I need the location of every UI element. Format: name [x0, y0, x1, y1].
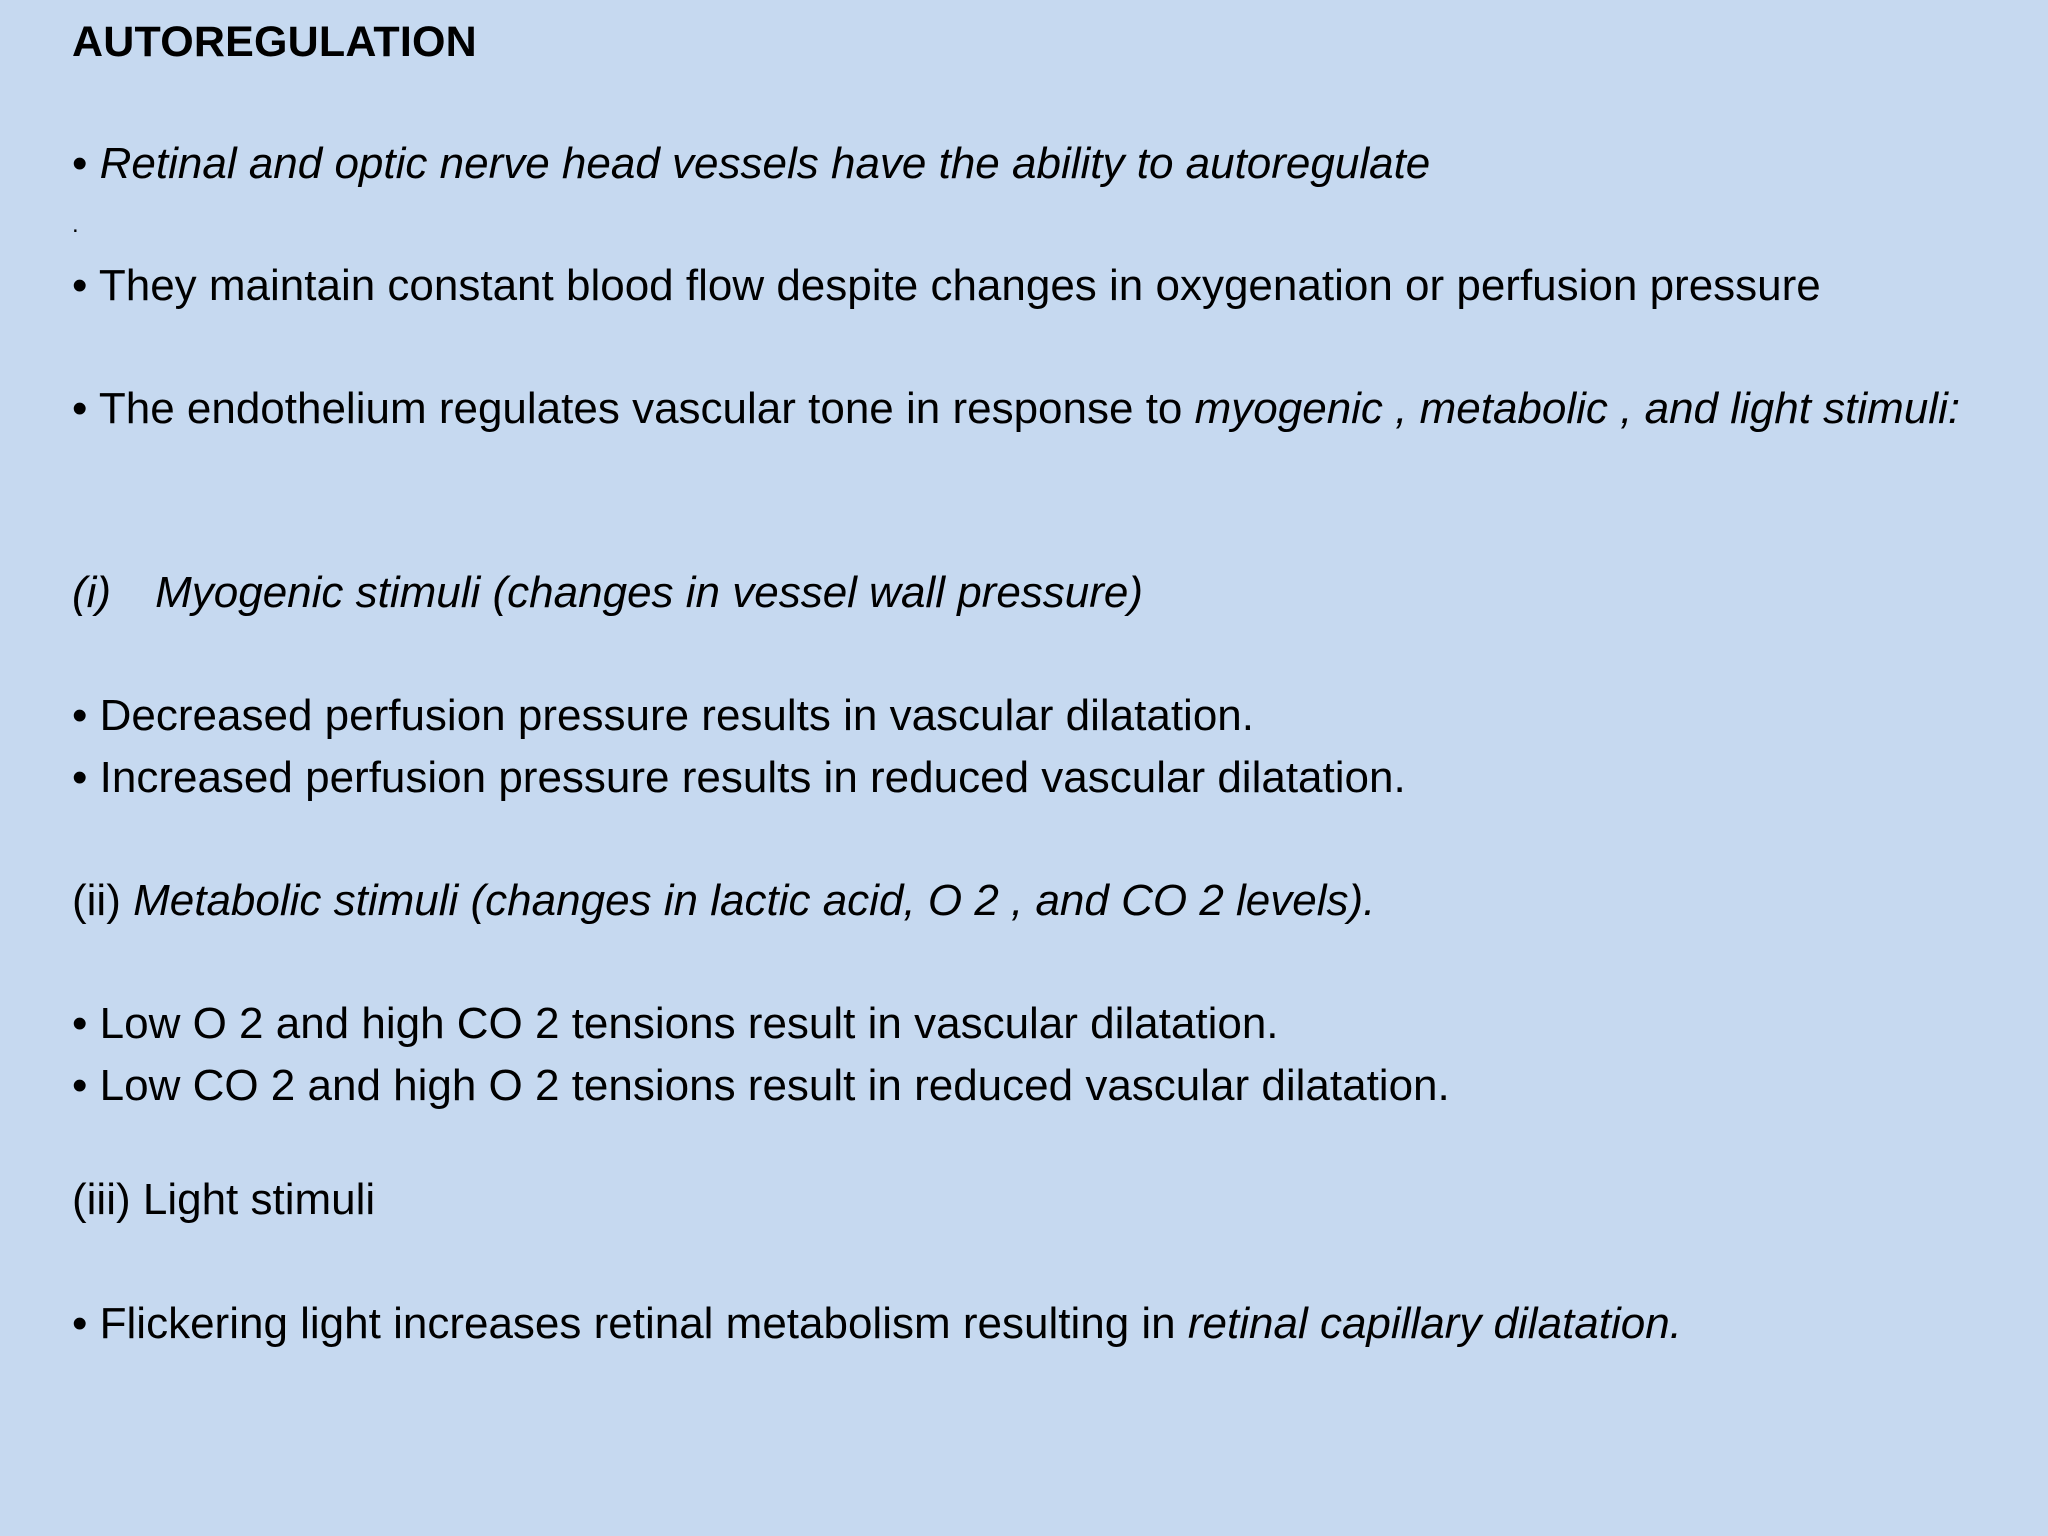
bullet-marker: •: [72, 753, 88, 802]
bullet-text: Low CO 2 and high O 2 tensions result in reduced vascular dilatation.: [99, 1061, 1450, 1110]
paragraph-text: They maintain constant blood flow despite changes in oxygenation or perfusion pressure: [98, 261, 1821, 310]
bullet-text-italic: retinal capillary dilatation.: [1187, 1299, 1682, 1348]
bullet-flickering-light: [72, 1296, 1682, 1352]
paragraph-endothelium: [72, 381, 1972, 437]
paragraph-text: Retinal and optic nerve head vessels have the ability to autoregulate: [99, 139, 1431, 188]
section-title: Myogenic stimuli (changes in vessel wall pressure): [155, 568, 1144, 617]
bullet-low-o2: [72, 996, 1279, 1052]
slide-title: AUTOREGULATION: [72, 18, 477, 66]
section-heading-myogenic: [72, 565, 1143, 621]
section-title: Metabolic stimuli (changes in lactic acid, O 2 , and CO 2 levels).: [133, 876, 1376, 925]
bullet-marker: •: [72, 1299, 88, 1348]
bullet-marker: •: [72, 261, 88, 310]
bullet-marker: •: [72, 384, 88, 433]
section-number: (ii): [72, 876, 134, 925]
paragraph-constant-flow: [72, 258, 1821, 314]
bullet-text: Flickering light increases retinal metabolism resulting in: [99, 1299, 1188, 1348]
paragraph-text-italic: myogenic , metabolic , and light stimuli:: [1194, 384, 1961, 433]
bullet-marker: •: [72, 691, 88, 740]
bullet-marker: •: [72, 1061, 88, 1110]
bullet-text: Decreased perfusion pressure results in vascular dilatation.: [99, 691, 1254, 740]
section-heading-light: (iii) Light stimuli: [72, 1175, 376, 1224]
bullet-low-co2: [72, 1058, 1450, 1114]
stray-period: .: [72, 211, 79, 238]
bullet-marker: •: [72, 999, 88, 1048]
bullet-increased-pressure: [72, 750, 1406, 806]
bullet-decreased-pressure: [72, 688, 1254, 744]
paragraph-text: The endothelium regulates vascular tone in response to: [98, 384, 1195, 433]
bullet-text: Increased perfusion pressure results in reduced vascular dilatation.: [99, 753, 1406, 802]
paragraph-autoregulate-ability: [72, 136, 1430, 192]
bullet-marker: •: [72, 139, 88, 188]
bullet-text: Low O 2 and high CO 2 tensions result in vascular dilatation.: [99, 999, 1279, 1048]
section-number: (i): [72, 568, 112, 617]
section-heading-metabolic: [72, 873, 1375, 929]
